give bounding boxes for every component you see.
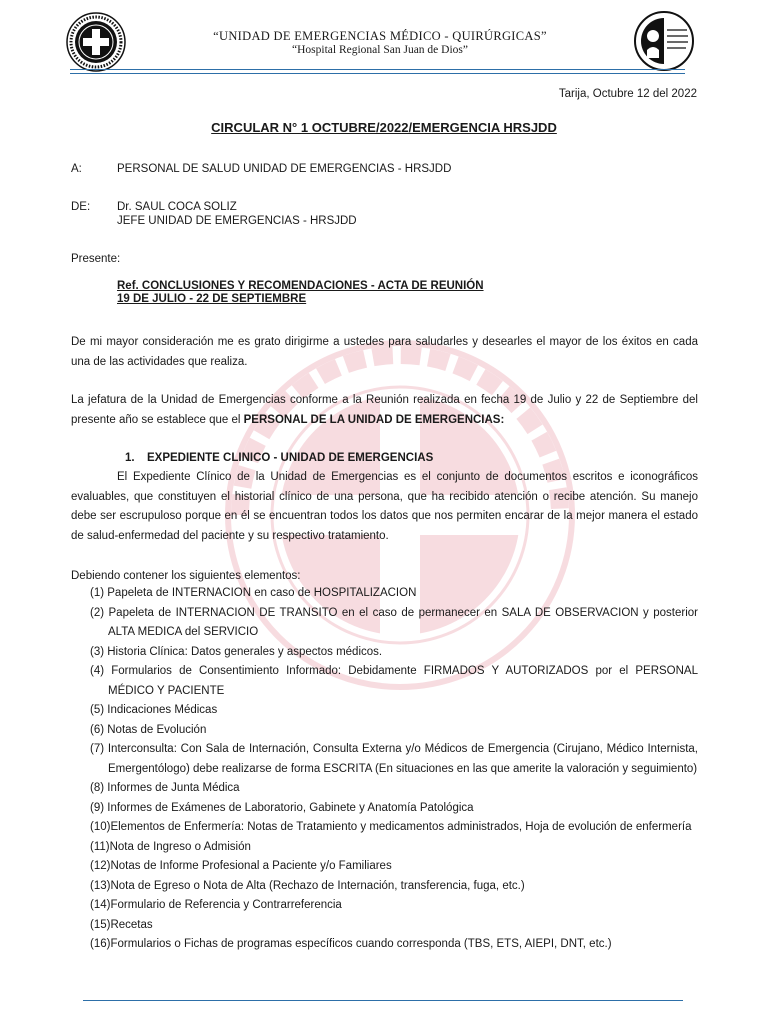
list-item: (16)Formularios o Fichas de programas específicos cuando corresponda (TBS, ETS, AIEPI, DNT, etc.): [90, 938, 612, 950]
hospital-name-heading: “Hospital Regional San Juan de Dios”: [292, 44, 468, 56]
from-label: DE:: [71, 201, 91, 213]
list-item: (5) Indicaciones Médicas: [90, 704, 218, 716]
list-item: (7) Interconsulta: Con Sala de Internación, Consulta Externa y/o Médicos de Emergencia (Cirujano, Médico Internista, Emergentólogo) debe realizarse de forma ESCRITA (En situaciones en las que amerite la valoración y seguimiento): [90, 743, 698, 775]
paragraph-meeting-text: La jefatura de la Unidad de Emergencias conforme a la Reunión realizada en fecha 19 de Julio y 22 de Septiembre del presente año se establece que el: [71, 394, 698, 426]
from-position: JEFE UNIDAD DE EMERGENCIAS - HRSJDD: [117, 215, 357, 227]
list-item: (14)Formulario de Referencia y Contrarreferencia: [90, 899, 342, 911]
section-1-number: 1.: [125, 452, 135, 464]
section-1-heading: EXPEDIENTE CLINICO - UNIDAD DE EMERGENCIAS: [147, 452, 434, 464]
to-label: A:: [71, 163, 82, 175]
footer-divider: [83, 1000, 683, 1001]
list-item: (6) Notas de Evolución: [90, 723, 207, 736]
reference-line-2: 19 DE JULIO - 22 DE SEPTIEMBRE: [117, 293, 307, 305]
list-item: (13)Nota de Egreso o Nota de Alta (Rechazo de Internación, transferencia, fuga, etc.): [90, 879, 525, 892]
list-item: (1) Papeleta de INTERNACION en caso de HOSPITALIZACION: [90, 587, 417, 599]
list-item: (4) Formularios de Consentimiento Informado: Debidamente FIRMADOS Y AUTORIZADOS por el PERSONAL MÉDICO Y PACIENTE: [90, 665, 698, 697]
hospital-logo-icon: [633, 10, 695, 72]
presente-greeting: Presente:: [71, 253, 121, 265]
list-item: (10)Elementos de Enfermería: Notas de Tratamiento y medicamentos administrados, Hoja de evolución de enfermería: [90, 821, 692, 833]
paragraph-greeting: De mi mayor consideración me es grato dirigirme a ustedes para saludarles y desearles el mayor de los éxitos en cada una de las actividades que realiza.: [71, 336, 698, 368]
list-item: (2) Papeleta de INTERNACION DE TRANSITO en el caso de permanecer en SALA DE OBSERVACION y posterior ALTA MEDICA del SERVICIO: [90, 606, 698, 638]
list-item: (15)Recetas: [90, 918, 153, 931]
paragraph-meeting: [71, 391, 698, 430]
paragraph-meeting-emphasis: PERSONAL DE LA UNIDAD DE EMERGENCIAS:: [243, 413, 505, 426]
header-divider-thin: [70, 73, 685, 74]
list-item: (8) Informes de Junta Médica: [90, 782, 240, 794]
list-item: (11)Nota de Ingreso o Admisión: [90, 840, 251, 853]
elements-list: [71, 584, 698, 955]
emergency-unit-logo-icon: [66, 12, 126, 72]
header-divider: [70, 69, 685, 70]
reference-line-1: Ref. CONCLUSIONES Y RECOMENDACIONES - ACTA DE REUNIÓN: [117, 280, 484, 292]
from-name: Dr. SAUL COCA SOLIZ: [117, 201, 237, 213]
list-intro: Debiendo contener los siguientes elementos:: [71, 570, 301, 582]
unit-name-heading: “UNIDAD DE EMERGENCIAS MÉDICO - QUIRÚRGICAS”: [213, 29, 547, 43]
to-value: PERSONAL DE SALUD UNIDAD DE EMERGENCIAS - HRSJDD: [117, 163, 452, 175]
list-item: (9) Informes de Exámenes de Laboratorio, Gabinete y Anatomía Patológica: [90, 801, 474, 814]
date-line: Tarija, Octubre 12 del 2022: [558, 88, 697, 100]
list-item: (12)Notas de Informe Profesional a Paciente y/o Familiares: [90, 860, 392, 872]
circular-title: CIRCULAR N° 1 OCTUBRE/2022/EMERGENCIA HRSJDD: [211, 120, 557, 135]
section-1-body: El Expediente Clínico de la Unidad de Emergencias es el conjunto de documentos escritos e iconográficos evaluables, que constituyen el historial clínico de una persona, que ha recibido atención o recibe atención. Su manejo debe ser escrupuloso porque en él se encuentran todos los datos que nos permiten encarar de la mejor manera el estado de salud-enfermedad del paciente y su respectivo tratamiento.: [71, 471, 698, 542]
list-item: (3) Historia Clínica: Datos generales y aspectos médicos.: [90, 645, 383, 658]
